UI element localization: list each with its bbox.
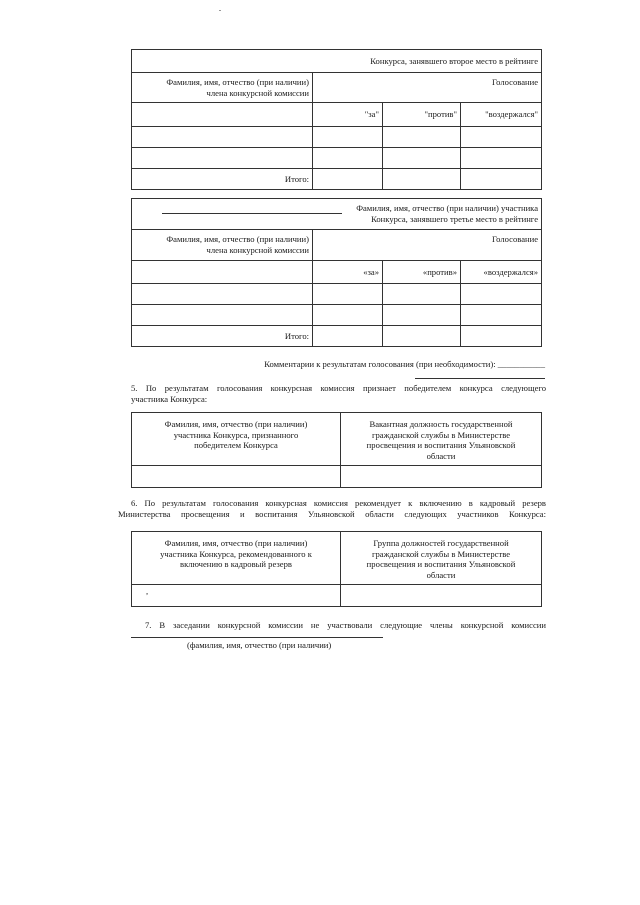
section5-col2-4: области (426, 451, 456, 462)
section7-caption: (фамилия, имя, отчество (при наличии) (187, 640, 332, 650)
section5-col1-1: Фамилия, имя, отчество (при наличии) (164, 419, 308, 429)
table-row (132, 466, 542, 488)
section6-col2-1: Группа должностей государственной (373, 538, 509, 548)
signature-line (162, 213, 342, 214)
section6-col2-3: просвещения и воспитания Ульяновской (366, 559, 516, 570)
table1-abstain: "воздержался" (485, 109, 539, 120)
section6-line1: 6. По результатам голосования конкурсная комиссия рекомендует к включению в кадровый резерв (131, 498, 546, 508)
table2-abstain: «воздержался» (483, 266, 539, 277)
table2-member-label-2: члена конкурсной комиссии (206, 245, 309, 255)
section6-col2-2: гражданской службы в Министерстве (371, 548, 511, 559)
section7-line (131, 637, 383, 638)
section7-line1: 7. В заседании конкурсной комиссии не участвовали следующие члены конкурсной комиссии (145, 620, 546, 630)
table1-heading: Конкурса, занявшего второе место в рейтинге (370, 55, 539, 66)
table-row (132, 585, 542, 607)
section5-col2-1: Вакантная должность государственной (369, 419, 513, 429)
section5-col2-3: просвещения и воспитания Ульяновской (366, 440, 516, 451)
table2-against: «против» (422, 266, 457, 277)
section6-col1-2: участника Конкурса, рекомендованного к (160, 548, 312, 559)
table2-voting: Голосование (491, 234, 539, 244)
table1-for: "за" (364, 109, 379, 120)
section5-line2: участника Конкурса: (131, 394, 208, 405)
table-winner (131, 412, 542, 488)
section5-col1-3: победителем Конкурса (194, 440, 278, 451)
comments-label: Комментарии к результатам голосования (при необходимости): ___________ (264, 359, 545, 369)
table-row (132, 148, 542, 169)
section5-col2-2: гражданской службы в Министерстве (371, 429, 511, 440)
section6-mark: , (146, 586, 149, 596)
table-row (132, 284, 542, 305)
table-row (132, 127, 542, 148)
section6-col2-4: области (426, 570, 456, 581)
table2-member-label-1: Фамилия, имя, отчество (при наличии) (166, 234, 309, 245)
table2-heading-1: Фамилия, имя, отчество (при наличии) участника (356, 203, 539, 214)
scan-speck (219, 10, 221, 11)
section5-line1: 5. По результатам голосования конкурсная комиссия признает победителем конкурса следующего (131, 383, 546, 393)
table2-total: Итого: (284, 330, 309, 341)
table-third-place (131, 198, 542, 347)
table2-heading-2: Конкурса, занявшего третье место в рейтинге (371, 214, 539, 224)
table1-against: "против" (424, 109, 457, 120)
comments-line (415, 378, 545, 379)
table2-for: «за» (363, 266, 379, 277)
section6-col1-3: включению в кадровый резерв (180, 559, 292, 570)
table1-total: Итого: (284, 173, 309, 184)
table1-member-label-1: Фамилия, имя, отчество (при наличии) (166, 76, 309, 87)
table-second-place (131, 49, 542, 190)
table1-member-label-2: члена конкурсной комиссии (206, 87, 309, 98)
section6-line2: Министерства просвещения и воспитания Ульяновской области следующих участников Конкурса: (118, 509, 546, 520)
section6-col1-1: Фамилия, имя, отчество (при наличии) (164, 538, 308, 548)
table1-voting: Голосование (491, 77, 539, 87)
section5-col1-2: участника Конкурса, признанного (173, 429, 299, 440)
table-reserve (131, 531, 542, 607)
table-row (132, 305, 542, 326)
